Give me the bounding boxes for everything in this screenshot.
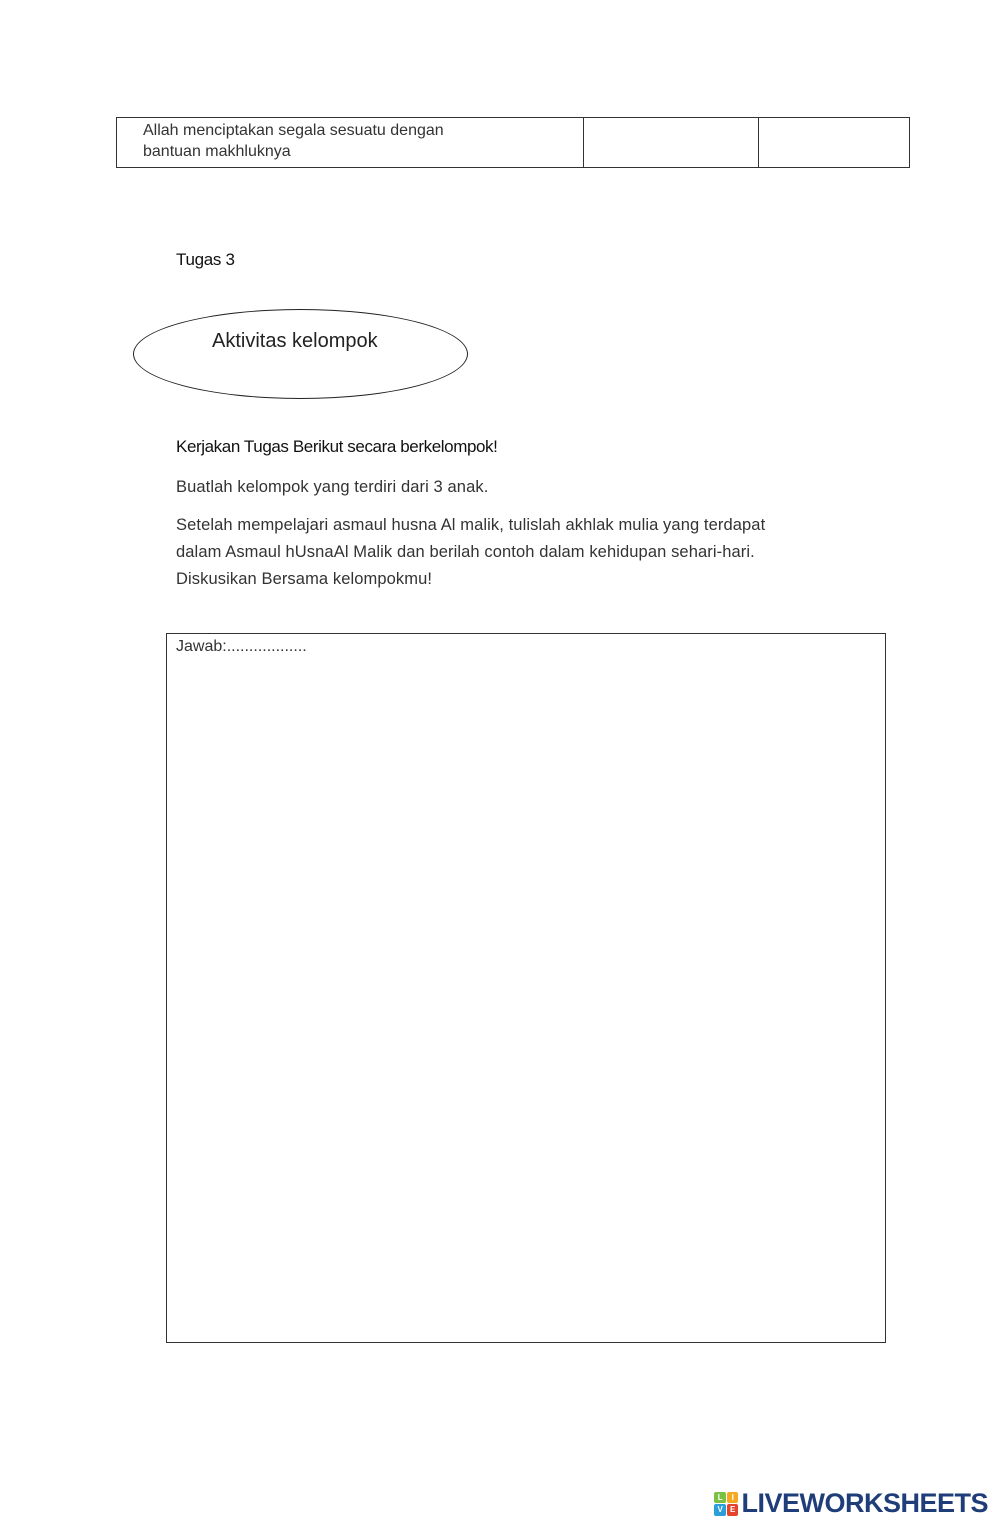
logo-mark-letter: E [727,1504,739,1516]
table-row [117,118,910,168]
statement-cell [117,118,584,168]
instruction-line-2: Setelah mempelajari asmaul husna Al malik, tulislah akhlak mulia yang terdapat [176,516,766,534]
activity-ellipse [133,309,468,399]
instructions-heading: Kerjakan Tugas Berikut secara berkelompok! [176,437,498,456]
logo-text: LIVEWORKSHEETS [741,1488,988,1518]
statement-text-line2: bantuan makhluknya [143,143,291,160]
activity-label: Aktivitas kelompok [212,330,378,352]
task-title: Tugas 3 [176,250,235,269]
instruction-line-3: dalam Asmaul hUsnaAl Malik dan berilah contoh dalam kehidupan sehari-hari. [176,543,755,561]
logo-mark-letter: I [727,1492,739,1504]
instruction-line-4: Diskusikan Bersama kelompokmu! [176,570,433,588]
liveworksheets-logo [714,1488,988,1519]
answer-cell-true[interactable] [584,118,759,168]
answer-cell-false[interactable] [759,118,910,168]
answer-label: Jawab:.................. [176,638,307,655]
logo-mark-letter: L [714,1492,726,1504]
logo-mark-letter: V [714,1504,726,1516]
statement-table [116,117,910,168]
statement-text-line1: Allah menciptakan segala sesuatu dengan [143,122,444,139]
answer-box[interactable] [166,633,886,1343]
logo-mark-icon [714,1492,738,1516]
instruction-line-1: Buatlah kelompok yang terdiri dari 3 anak. [176,478,489,496]
